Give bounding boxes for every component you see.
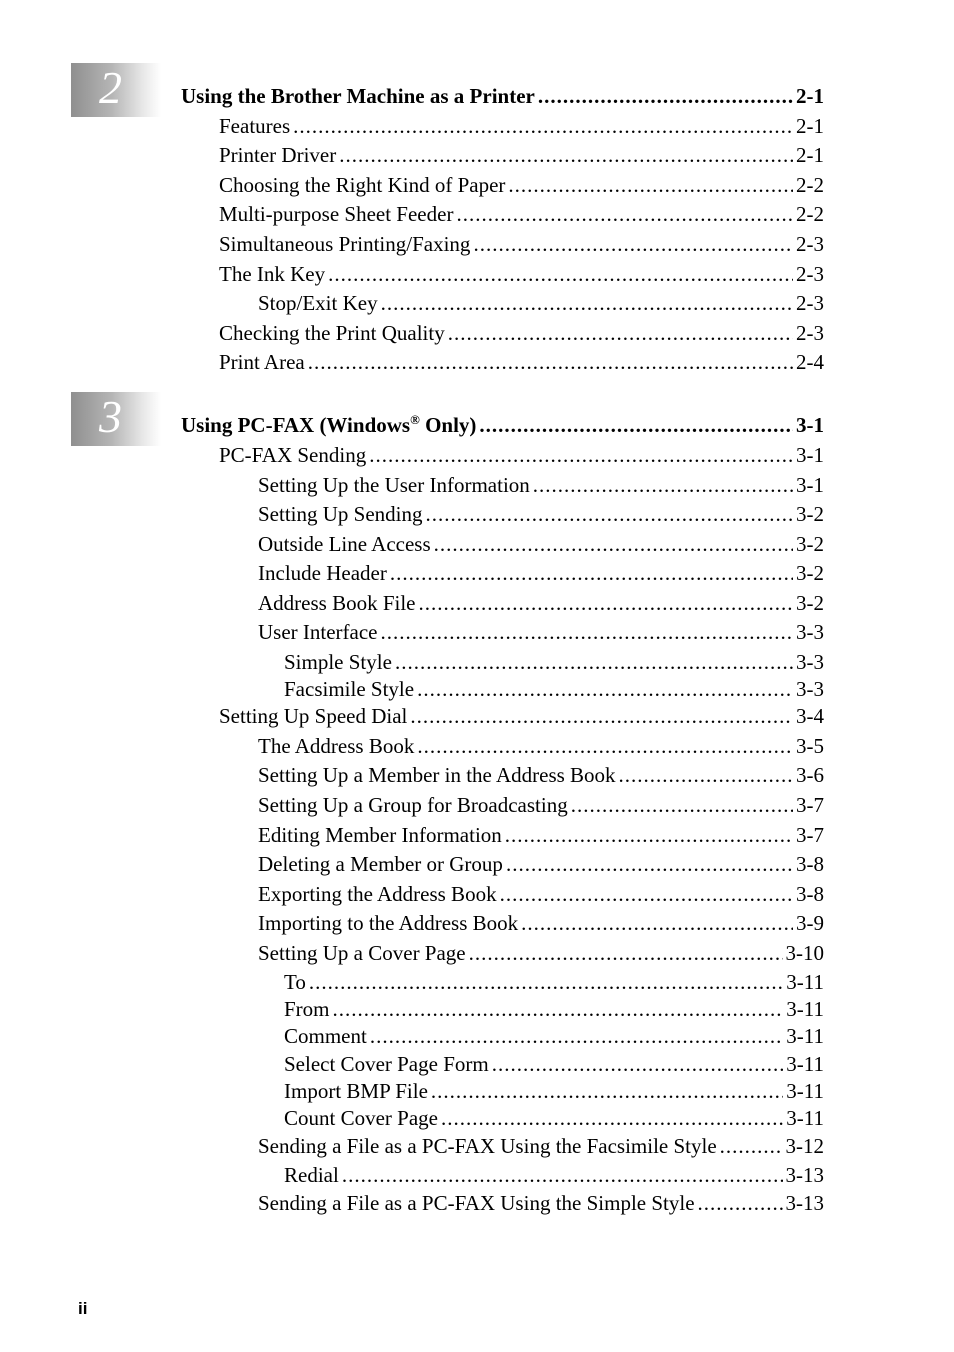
dot-leader — [720, 1134, 783, 1158]
dot-leader — [426, 502, 793, 526]
toc-entry-title — [258, 561, 387, 585]
dot-leader — [469, 941, 783, 965]
dot-leader — [333, 997, 784, 1021]
toc-entry-title — [258, 882, 497, 906]
toc-entry-page: 3-11 — [786, 997, 824, 1021]
dot-leader — [370, 1024, 783, 1048]
toc-entry-page: 2-1 — [796, 143, 824, 167]
toc-entry-page: 3-3 — [796, 677, 824, 701]
toc-entry-title — [219, 114, 290, 138]
toc-entry-title-text: Exporting the Address Book — [258, 882, 497, 906]
toc-entry-page: 3-3 — [796, 650, 824, 674]
toc-entry-title — [258, 591, 416, 615]
toc-entry-title-text: Editing Member Information — [258, 823, 502, 847]
toc-entry-title — [284, 1106, 438, 1130]
toc-entry[interactable] — [284, 1106, 824, 1130]
toc-entry-title — [219, 350, 305, 374]
toc-entry-title-text: Facsimile Style — [284, 677, 415, 701]
toc-entry[interactable] — [284, 650, 824, 674]
toc-entry[interactable] — [258, 532, 824, 556]
toc-entry[interactable] — [219, 443, 824, 467]
toc-entry-title — [258, 291, 378, 315]
toc-entry-page: 2-3 — [796, 232, 824, 256]
toc-entry-title-text: Stop/Exit Key — [258, 291, 378, 315]
toc-entry-title — [258, 911, 518, 935]
toc-entry-title — [284, 970, 306, 994]
toc-entry-page: 3-10 — [785, 941, 824, 965]
toc-entry-title-text: Redial — [284, 1163, 339, 1187]
toc-entry[interactable] — [284, 677, 824, 701]
toc-entry-page: 3-11 — [786, 1052, 824, 1076]
toc-entry[interactable] — [258, 852, 824, 876]
toc-entry[interactable] — [258, 591, 824, 615]
toc-entry-title — [284, 1052, 489, 1076]
chapter-tab-3 — [71, 392, 161, 446]
toc-entry[interactable] — [219, 173, 824, 197]
dot-leader — [473, 232, 793, 256]
dot-leader — [521, 911, 793, 935]
toc-entry-page: 3-12 — [785, 1134, 824, 1158]
toc-entry-title — [284, 997, 330, 1021]
toc-entry-title — [258, 763, 616, 787]
toc-entry-title-text: Comment — [284, 1024, 367, 1048]
toc-entry-title-text: Count Cover Page — [284, 1106, 438, 1130]
toc-entry-title-text: Setting Up a Group for Broadcasting — [258, 793, 568, 817]
toc-entry-title-text: Setting Up Sending — [258, 502, 423, 526]
toc-entry-page: 3-3 — [796, 620, 824, 644]
dot-leader — [293, 114, 793, 138]
toc-entry[interactable] — [219, 202, 824, 226]
toc-entry-title-text: Using PC-FAX (Windows — [181, 413, 411, 437]
toc-entry[interactable] — [284, 1079, 824, 1103]
toc-entry[interactable] — [219, 704, 824, 728]
dot-leader — [441, 1106, 783, 1130]
toc-entry-page: 3-11 — [786, 1079, 824, 1103]
toc-entry[interactable] — [258, 763, 824, 787]
toc-entry[interactable] — [258, 793, 824, 817]
toc-entry-title — [284, 650, 392, 674]
toc-entry-title-text: From — [284, 997, 330, 1021]
toc-entry[interactable] — [258, 1191, 824, 1215]
toc-entry-page: 3-2 — [796, 591, 824, 615]
toc-entry[interactable] — [284, 1052, 824, 1076]
dot-leader — [533, 473, 793, 497]
toc-entry[interactable] — [219, 143, 824, 167]
dot-leader — [419, 591, 794, 615]
dot-leader — [381, 620, 794, 644]
toc-entry-title-text: Features — [219, 114, 291, 138]
toc-entry-title-text: Outside Line Access — [258, 532, 431, 556]
dot-leader — [395, 650, 793, 674]
toc-entry-title-text: Using the Brother Machine as a Printer — [181, 84, 535, 108]
toc-entry-title-text: The Address Book — [258, 734, 415, 758]
toc-entry-title-text: Sending a File as a PC-FAX Using the Facsimile Style — [258, 1134, 717, 1158]
toc-entry-title — [219, 173, 505, 197]
toc-entry[interactable] — [284, 1163, 824, 1187]
toc-entry-page: 3-11 — [786, 970, 824, 994]
dot-leader — [698, 1191, 783, 1215]
registered-mark: ® — [410, 412, 420, 427]
toc-entry-title-text: PC-FAX Sending — [219, 443, 367, 467]
toc-entry-title — [219, 202, 453, 226]
toc-entry-title — [258, 532, 431, 556]
toc-entry-page: 3-2 — [796, 502, 824, 526]
toc-entry-page: 3-7 — [796, 793, 824, 817]
toc-entry-title-text: Setting Up Speed Dial — [219, 704, 408, 728]
toc-entry[interactable] — [284, 970, 824, 994]
toc-entry-title — [258, 473, 530, 497]
dot-leader — [500, 882, 793, 906]
dot-leader — [456, 202, 793, 226]
dot-leader — [308, 350, 793, 374]
toc-entry-title-text: Choosing the Right Kind of Paper — [219, 173, 506, 197]
toc-entry-page: 3-2 — [796, 561, 824, 585]
toc-entry-page: 2-2 — [796, 173, 824, 197]
toc-entry-title — [219, 143, 336, 167]
toc-entry-page: 3-13 — [785, 1191, 824, 1215]
toc-entry-title — [181, 84, 535, 108]
toc-entry-page: 3-2 — [796, 532, 824, 556]
toc-entry-title-text: Deleting a Member or Group — [258, 852, 503, 876]
toc-entry-title-text: Address Book File — [258, 591, 416, 615]
toc-entry-page: 3-8 — [796, 882, 824, 906]
toc-entry-page: 3-6 — [796, 763, 824, 787]
toc-entry-title — [258, 793, 568, 817]
toc-entry-page: 3-5 — [796, 734, 824, 758]
dot-leader — [369, 443, 793, 467]
dot-leader — [571, 793, 793, 817]
toc-entry[interactable] — [258, 882, 824, 906]
toc-entry-title — [219, 704, 407, 728]
toc-entry-title — [219, 262, 325, 286]
toc-entry-title — [219, 321, 445, 345]
toc-entry-title-text: Multi-purpose Sheet Feeder — [219, 202, 454, 226]
toc-entry[interactable] — [258, 911, 824, 935]
toc-entry[interactable] — [258, 291, 824, 315]
dot-leader — [417, 677, 793, 701]
toc-entry[interactable] — [284, 1024, 824, 1048]
toc-entry[interactable] — [219, 232, 824, 256]
toc-entry-title-text: Importing to the Address Book — [258, 911, 519, 935]
toc-entry-title-suffix: Only) — [419, 413, 477, 437]
toc-entry-page: 3-11 — [786, 1106, 824, 1130]
toc-entry-title-text: Checking the Print Quality — [219, 321, 445, 345]
toc-entry-page: 2-3 — [796, 262, 824, 286]
dot-leader — [505, 823, 793, 847]
toc-entry-page: 3-9 — [796, 911, 824, 935]
toc-entry-title-text: The Ink Key — [219, 262, 326, 286]
toc-entry[interactable] — [258, 561, 824, 585]
toc-entry-title — [219, 232, 470, 256]
dot-leader — [479, 413, 793, 437]
toc-entry-title-text: Select Cover Page Form — [284, 1052, 489, 1076]
toc-entry-page: 2-4 — [796, 350, 824, 374]
chapter-tab-2 — [71, 63, 161, 117]
dot-leader — [619, 763, 793, 787]
toc-entry-title — [258, 941, 466, 965]
toc-entry-title — [284, 1079, 428, 1103]
toc-entry-title-text: Sending a File as a PC-FAX Using the Simple Style — [258, 1191, 695, 1215]
toc-entry[interactable] — [258, 502, 824, 526]
toc-entry-page: 2-1 — [796, 84, 824, 108]
toc-entry-title-text: Setting Up the User Information — [258, 473, 530, 497]
toc-entry-title — [258, 1134, 717, 1158]
dot-leader — [434, 532, 793, 556]
toc-entry[interactable] — [258, 620, 824, 644]
toc-entry-page: 3-7 — [796, 823, 824, 847]
toc-entry[interactable] — [219, 262, 824, 286]
toc-chapter-entry[interactable] — [181, 84, 824, 108]
dot-leader — [431, 1079, 783, 1103]
dot-leader — [309, 970, 783, 994]
toc-chapter-entry[interactable] — [181, 413, 824, 437]
toc-entry-title-text: Setting Up a Cover Page — [258, 941, 466, 965]
toc-entry-page: 3-13 — [785, 1163, 824, 1187]
chapter-number: 3 — [99, 391, 122, 442]
toc-entry-title-text: Simultaneous Printing/Faxing — [219, 232, 471, 256]
toc-entry-page: 3-1 — [796, 473, 824, 497]
toc-entry-page: 2-3 — [796, 321, 824, 345]
toc-entry[interactable] — [219, 350, 824, 374]
toc-entry-title-text: Include Header — [258, 561, 387, 585]
dot-leader — [342, 1163, 783, 1187]
toc-entry-title-text: User Interface — [258, 620, 378, 644]
toc-entry-title-text: Simple Style — [284, 650, 392, 674]
toc-entry[interactable] — [219, 114, 824, 138]
toc-entry-title-text: Print Area — [219, 350, 305, 374]
dot-leader — [506, 852, 793, 876]
toc-entry[interactable] — [258, 823, 824, 847]
toc-entry-title — [284, 677, 414, 701]
dot-leader — [381, 291, 793, 315]
toc-entry[interactable] — [258, 941, 824, 965]
toc-entry-title-text: Setting Up a Member in the Address Book — [258, 763, 616, 787]
dot-leader — [448, 321, 793, 345]
toc-entry-title — [258, 502, 423, 526]
toc-entry-page: 2-2 — [796, 202, 824, 226]
toc-entry-title-text: Import BMP File — [284, 1079, 428, 1103]
toc-entry[interactable] — [219, 321, 824, 345]
dot-leader — [417, 734, 793, 758]
dot-leader — [390, 561, 793, 585]
dot-leader — [508, 173, 793, 197]
toc-entry-page: 3-4 — [796, 704, 824, 728]
toc-entry-title — [181, 413, 476, 437]
toc-entry-page: 3-11 — [786, 1024, 824, 1048]
toc-entry-title — [219, 443, 366, 467]
toc-entry-page: 2-1 — [796, 114, 824, 138]
chapter-number: 2 — [99, 62, 122, 113]
toc-entry-title — [258, 823, 502, 847]
toc-entry-page: 3-1 — [796, 443, 824, 467]
dot-leader — [339, 143, 793, 167]
toc-entry-page: 2-3 — [796, 291, 824, 315]
toc-entry[interactable] — [258, 473, 824, 497]
dot-leader — [492, 1052, 784, 1076]
toc-entry[interactable] — [258, 734, 824, 758]
toc-entry-title — [258, 620, 378, 644]
toc-entry-title — [284, 1024, 367, 1048]
toc-entry[interactable] — [284, 997, 824, 1021]
toc-entry-title-text: Printer Driver — [219, 143, 337, 167]
toc-entry-title — [258, 734, 414, 758]
toc-entry-title — [284, 1163, 339, 1187]
toc-entry[interactable] — [258, 1134, 824, 1158]
page-number: ii — [78, 1299, 88, 1318]
toc-entry-title-text: To — [284, 970, 306, 994]
toc-entry-title — [258, 1191, 695, 1215]
dot-leader — [328, 262, 793, 286]
dot-leader — [538, 84, 793, 108]
dot-leader — [410, 704, 793, 728]
toc-entry-title — [258, 852, 503, 876]
toc-entry-page: 3-1 — [796, 413, 824, 437]
toc-entry-page: 3-8 — [796, 852, 824, 876]
